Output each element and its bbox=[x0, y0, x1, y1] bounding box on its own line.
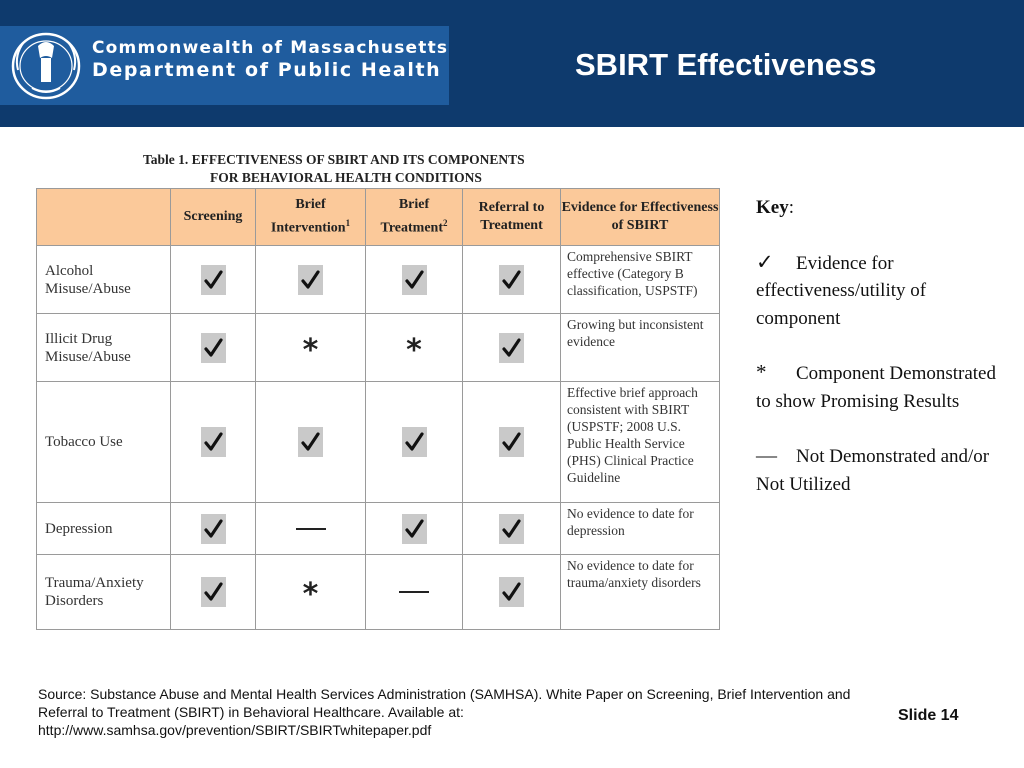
evidence-cell: Comprehensive SBIRT effective (Category B classification, USPSTF) bbox=[561, 246, 720, 314]
check-icon bbox=[499, 514, 524, 544]
header-brief-intervention bbox=[256, 189, 366, 246]
mark-cell bbox=[171, 314, 256, 382]
mark-cell bbox=[256, 555, 366, 630]
mark-cell bbox=[171, 382, 256, 503]
condition-cell: Illicit Drug Misuse/Abuse bbox=[37, 314, 171, 382]
logo-line-1: Commonwealth of Massachusetts bbox=[92, 38, 449, 58]
header-brief-treatment-label: Brief Treatment bbox=[380, 197, 443, 236]
slide-title: SBIRT Effectiveness bbox=[575, 47, 877, 82]
dph-logo bbox=[0, 26, 449, 105]
asterisk-icon: * bbox=[302, 577, 319, 612]
table-header-row bbox=[37, 189, 720, 246]
check-icon bbox=[201, 577, 226, 607]
key-item-check-text: Evidence for effectiveness/utility of component bbox=[756, 252, 927, 329]
check-icon bbox=[402, 427, 427, 457]
check-icon bbox=[298, 265, 323, 295]
table-caption-line-2: FOR BEHAVIORAL HEALTH CONDITIONS bbox=[210, 170, 482, 185]
mark-cell bbox=[463, 382, 561, 503]
table-caption bbox=[143, 151, 525, 187]
check-icon bbox=[298, 427, 323, 457]
check-icon bbox=[402, 265, 427, 295]
check-icon bbox=[499, 427, 524, 457]
footnote-2: 2 bbox=[442, 218, 448, 229]
legend-key: Key: ✓ Evidence for effectiveness/utility of component * Component Demonstrated to show Promising Results — Not Demonstrated and/or Not Utilized bbox=[756, 194, 996, 525]
check-icon bbox=[201, 333, 226, 363]
table-row bbox=[37, 246, 720, 314]
mark-cell bbox=[463, 314, 561, 382]
check-icon bbox=[499, 577, 524, 607]
massachusetts-seal-icon bbox=[8, 30, 84, 100]
condition-cell: Tobacco Use bbox=[37, 382, 171, 503]
header-evidence: Evidence for Effectiveness of SBIRT bbox=[561, 189, 720, 246]
mark-cell bbox=[171, 503, 256, 555]
mark-cell bbox=[366, 555, 463, 630]
key-item-star bbox=[756, 359, 996, 415]
dash-icon bbox=[399, 591, 429, 593]
dash-icon: — bbox=[756, 443, 777, 467]
header-screening: Screening bbox=[171, 189, 256, 246]
header-referral: Referral to Treatment bbox=[463, 189, 561, 246]
slide-number: Slide 14 bbox=[898, 707, 959, 724]
evidence-cell: No evidence to date for trauma/anxiety disorders bbox=[561, 555, 720, 630]
check-icon bbox=[201, 427, 226, 457]
mark-cell bbox=[256, 382, 366, 503]
mark-cell bbox=[463, 555, 561, 630]
key-item-check bbox=[756, 249, 996, 333]
table-row bbox=[37, 555, 720, 630]
effectiveness-table bbox=[36, 188, 720, 630]
key-item-star-text: Component Demonstrated to show Promising Results bbox=[756, 363, 996, 412]
mark-cell bbox=[463, 503, 561, 555]
asterisk-icon: * bbox=[302, 332, 319, 368]
mark-cell bbox=[366, 246, 463, 314]
dash-icon bbox=[296, 528, 326, 530]
header-brief-treatment bbox=[366, 189, 463, 246]
check-icon bbox=[201, 265, 226, 295]
mark-cell bbox=[171, 555, 256, 630]
evidence-cell: Growing but inconsistent evidence bbox=[561, 314, 720, 382]
key-item-dash-text: Not Demonstrated and/or Not Utilized bbox=[756, 446, 990, 495]
table-caption-line-1: Table 1. EFFECTIVENESS OF SBIRT AND ITS COMPONENTS bbox=[143, 152, 525, 167]
footnote-1: 1 bbox=[345, 218, 351, 229]
condition-cell: Alcohol Misuse/Abuse bbox=[37, 246, 171, 314]
mark-cell bbox=[171, 246, 256, 314]
check-icon bbox=[402, 514, 427, 544]
header-condition bbox=[37, 189, 171, 246]
mark-cell bbox=[366, 382, 463, 503]
source-citation: Source: Substance Abuse and Mental Health Services Administration (SAMHSA). White Paper on Screening, Brief Intervention and Referral to Treatment (SBIRT) in Behavioral Healthcare. Available at: http://www.samhsa.gov/prevention/SBIRT/SBIRTwhitepaper.pdf bbox=[38, 686, 851, 738]
mark-cell bbox=[463, 246, 561, 314]
mark-cell bbox=[256, 503, 366, 555]
check-icon bbox=[499, 265, 524, 295]
check-icon: ✓ bbox=[756, 249, 774, 274]
table-row bbox=[37, 382, 720, 503]
evidence-cell: Effective brief approach consistent with SBIRT (USPSTF; 2008 U.S. Public Health Service (PHS) Clinical Practice Guideline bbox=[561, 382, 720, 503]
logo-line-2: Department of Public Health bbox=[92, 59, 442, 81]
check-icon bbox=[201, 514, 226, 544]
table-row bbox=[37, 503, 720, 555]
check-icon bbox=[499, 333, 524, 363]
asterisk-icon: * bbox=[406, 332, 422, 368]
mark-cell bbox=[366, 503, 463, 555]
evidence-cell: No evidence to date for depression bbox=[561, 503, 720, 555]
mark-cell bbox=[256, 314, 366, 382]
key-title: Key bbox=[756, 197, 789, 218]
header-brief-intervention-label: Brief Intervention bbox=[270, 197, 346, 236]
mark-cell bbox=[366, 314, 463, 382]
slide-header bbox=[0, 0, 1024, 127]
asterisk-icon: * bbox=[756, 360, 767, 384]
condition-cell: Trauma/Anxiety Disorders bbox=[37, 555, 171, 630]
table-row bbox=[37, 314, 720, 382]
key-item-dash bbox=[756, 442, 996, 498]
mark-cell bbox=[256, 246, 366, 314]
condition-cell: Depression bbox=[37, 503, 171, 555]
